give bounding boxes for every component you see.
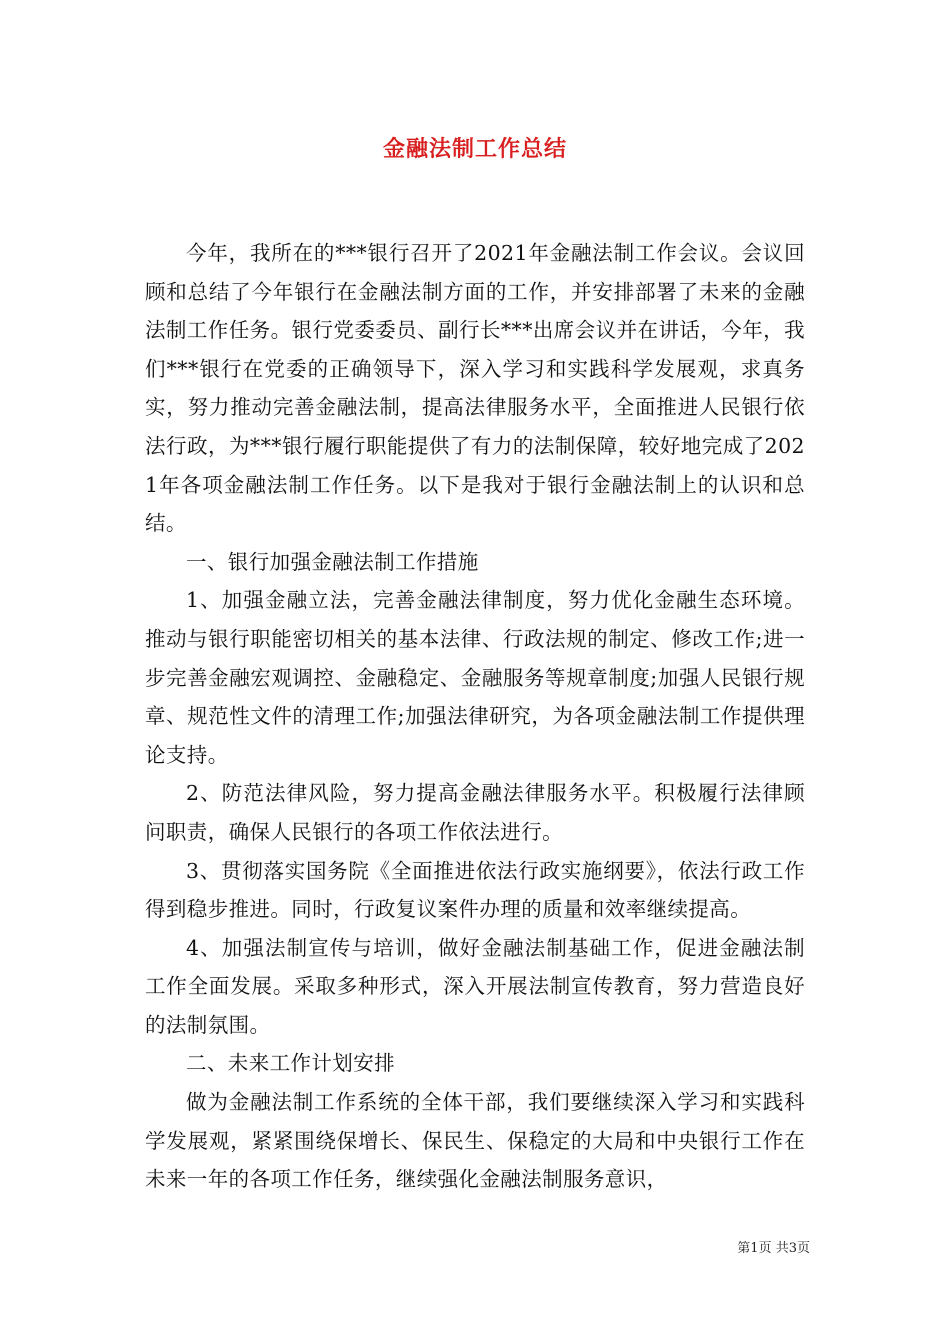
- page-total: 3: [788, 1241, 797, 1256]
- page-middle: 页 共: [758, 1241, 789, 1256]
- page-suffix: 页: [796, 1241, 810, 1256]
- section-heading-1: 一、银行加强金融法制工作措施: [186, 549, 479, 574]
- page-current: 1: [750, 1241, 759, 1256]
- paragraph-item-2: 2、防范法律风险，努力提高金融法律服务水平。积极履行法律顾问职责，确保人民银行的各项工作依法进行。: [145, 781, 805, 844]
- page-prefix: 第: [737, 1241, 751, 1256]
- page-number-footer: [737, 1240, 810, 1258]
- document-title: 金融法制工作总结: [382, 137, 567, 162]
- paragraph-intro: 今年，我所在的***银行召开了2021年金融法制工作会议。会议回顾和总结了今年银行在金融法制方面的工作，并安排部署了未来的金融法制工作任务。银行党委委员、副行长***出席会议并在讲话，今年，我们***银行在党委的正确领导下，深入学习和实践科学发展观，求真务实，努力推动完善金融法制，提高法律服务水平，全面推进人民银行依法行政，为***银行履行职能提供了有力的法制保障，较好地完成了2021年各项金融法制工作任务。以下是我对于银行金融法制上的认识和总结。: [145, 241, 805, 536]
- section-heading-2: 二、未来工作计划安排: [186, 1051, 395, 1076]
- paragraph-item-1: 1、加强金融立法，完善金融法律制度，努力优化金融生态环境。推动与银行职能密切相关的基本法律、行政法规的制定、修改工作;进一步完善金融宏观调控、金融稳定、金融服务等规章制度;加强人民银行规章、规范性文件的清理工作;加强法律研究，为各项金融法制工作提供理论支持。: [145, 588, 805, 767]
- document-body: [145, 234, 805, 1199]
- paragraph-item-3: 3、贯彻落实国务院《全面推进依法行政实施纲要》，依法行政工作得到稳步推进。同时，行政复议案件办理的质量和效率继续提高。: [145, 858, 805, 922]
- paragraph-item-4: 4、加强法制宣传与培训，做好金融法制基础工作，促进金融法制工作全面发展。采取多种形式，深入开展法制宣传教育，努力营造良好的法制氛围。: [145, 935, 805, 1037]
- paragraph-plan: 做为金融法制工作系统的全体干部，我们要继续深入学习和实践科学发展观，紧紧围绕保增长、保民生、保稳定的大局和中央银行工作在未来一年的各项工作任务，继续强化金融法制服务意识，: [145, 1090, 805, 1192]
